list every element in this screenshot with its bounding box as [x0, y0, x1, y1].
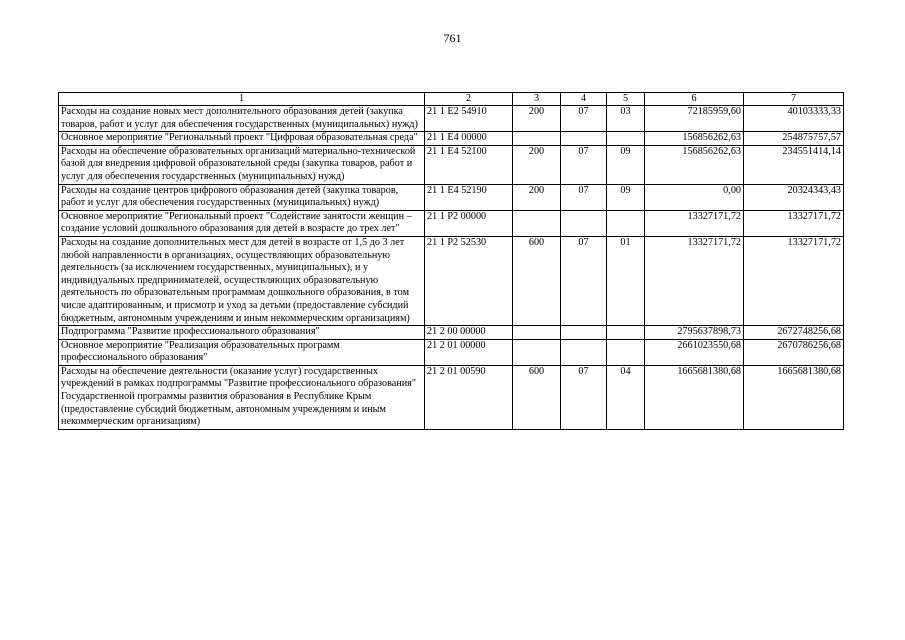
row-rz-cell: 07: [561, 145, 607, 184]
column-header: 5: [607, 93, 645, 106]
row-code-cell: 21 1 E2 54910: [425, 106, 513, 132]
row-pr-cell: [607, 339, 645, 365]
row-vr-cell: [513, 210, 561, 236]
table-row: [59, 236, 844, 325]
row-pr-cell: [607, 132, 645, 146]
row-value-6-cell: 156856262,63: [645, 132, 744, 146]
table-header-row: [59, 93, 844, 106]
row-rz-cell: [561, 339, 607, 365]
table-row: [59, 145, 844, 184]
column-header: 2: [425, 93, 513, 106]
row-code-cell: 21 1 P2 00000: [425, 210, 513, 236]
table-row: [59, 339, 844, 365]
row-pr-cell: [607, 326, 645, 340]
row-value-7-cell: 13327171,72: [744, 210, 844, 236]
row-value-6-cell: 2661023550,68: [645, 339, 744, 365]
row-value-7-cell: 2672748256,68: [744, 326, 844, 340]
row-rz-cell: [561, 326, 607, 340]
row-vr-cell: [513, 326, 561, 340]
row-rz-cell: 07: [561, 365, 607, 429]
row-code-cell: 21 1 E4 52100: [425, 145, 513, 184]
row-rz-cell: 07: [561, 236, 607, 325]
row-rz-cell: [561, 210, 607, 236]
column-header: 4: [561, 93, 607, 106]
table-row: [59, 210, 844, 236]
table-row: [59, 132, 844, 146]
row-vr-cell: [513, 339, 561, 365]
row-name-cell: Расходы на обеспечение деятельности (оказание услуг) государственных учреждений в рамках подпрограммы "Развитие профессионального образования" Государственной программы развития образования в Республике Крым (предоставление субсидий бюджетным, автономным учреждениям и иным некоммерческим организациям): [59, 365, 425, 429]
row-value-6-cell: 13327171,72: [645, 210, 744, 236]
column-header: 1: [59, 93, 425, 106]
table-body: [59, 106, 844, 430]
row-name-cell: Основное мероприятие "Региональный проект "Цифровая образовательная среда": [59, 132, 425, 146]
row-value-6-cell: 2795637898,73: [645, 326, 744, 340]
column-header: 7: [744, 93, 844, 106]
table-row: [59, 365, 844, 429]
row-name-cell: Расходы на создание дополнительных мест для детей в возрасте от 1,5 до 3 лет любой направленности в организациях, осуществляющих образовательную деятельность (за исключением государственных, муниципальных), и у индивидуальных предпринимателей, осуществляющих образовательную деятельность по образовательным программам дошкольного образования, в том числе адаптированным, и присмотр и уход за детьми (предоставление субсидий бюджетным, автономным учреждениям и иным некоммерческим организациям): [59, 236, 425, 325]
row-value-7-cell: 20324343,43: [744, 184, 844, 210]
row-name-cell: Расходы на обеспечение образовательных организаций материально-технической базой для внедрения цифровой образовательной среды (закупка товаров, работ и услуг для обеспечения государственных (муниципальных) нужд): [59, 145, 425, 184]
row-value-6-cell: 156856262,63: [645, 145, 744, 184]
row-code-cell: 21 2 00 00000: [425, 326, 513, 340]
row-vr-cell: 200: [513, 184, 561, 210]
table-row: [59, 326, 844, 340]
row-vr-cell: 600: [513, 236, 561, 325]
row-value-7-cell: 234551414,14: [744, 145, 844, 184]
table-row: [59, 184, 844, 210]
row-name-cell: Основное мероприятие "Региональный проект "Содействие занятости женщин – создание условий дошкольного образования для детей в возрасте до трех лет": [59, 210, 425, 236]
row-name-cell: Основное мероприятие "Реализация образовательных программ профессионального образования": [59, 339, 425, 365]
column-header: 6: [645, 93, 744, 106]
row-value-6-cell: 1665681380,68: [645, 365, 744, 429]
row-value-7-cell: 2670786256,68: [744, 339, 844, 365]
row-rz-cell: [561, 132, 607, 146]
row-name-cell: Расходы на создание новых мест дополнительного образования детей (закупка товаров, работ и услуг для обеспечения государственных (муниципальных) нужд): [59, 106, 425, 132]
budget-table: [58, 92, 844, 430]
page-number: 761: [443, 31, 462, 45]
row-pr-cell: [607, 210, 645, 236]
row-name-cell: Подпрограмма "Развитие профессионального образования": [59, 326, 425, 340]
row-vr-cell: 200: [513, 145, 561, 184]
row-value-6-cell: 0,00: [645, 184, 744, 210]
row-code-cell: 21 2 01 00000: [425, 339, 513, 365]
column-header: 3: [513, 93, 561, 106]
row-pr-cell: 01: [607, 236, 645, 325]
row-vr-cell: [513, 132, 561, 146]
row-pr-cell: 09: [607, 184, 645, 210]
row-name-cell: Расходы на создание центров цифрового образования детей (закупка товаров, работ и услуг для обеспечения государственных (муниципальных) нужд): [59, 184, 425, 210]
row-code-cell: 21 1 P2 52530: [425, 236, 513, 325]
row-value-7-cell: 13327171,72: [744, 236, 844, 325]
row-code-cell: 21 1 E4 52190: [425, 184, 513, 210]
row-vr-cell: 200: [513, 106, 561, 132]
row-pr-cell: 09: [607, 145, 645, 184]
table-row: [59, 106, 844, 132]
row-code-cell: 21 1 E4 00000: [425, 132, 513, 146]
row-code-cell: 21 2 01 00590: [425, 365, 513, 429]
row-value-6-cell: 13327171,72: [645, 236, 744, 325]
row-rz-cell: 07: [561, 106, 607, 132]
row-rz-cell: 07: [561, 184, 607, 210]
row-pr-cell: 03: [607, 106, 645, 132]
row-value-6-cell: 72185959,60: [645, 106, 744, 132]
row-pr-cell: 04: [607, 365, 645, 429]
row-value-7-cell: 254875757,57: [744, 132, 844, 146]
row-vr-cell: 600: [513, 365, 561, 429]
row-value-7-cell: 40103333,33: [744, 106, 844, 132]
row-value-7-cell: 1665681380,68: [744, 365, 844, 429]
